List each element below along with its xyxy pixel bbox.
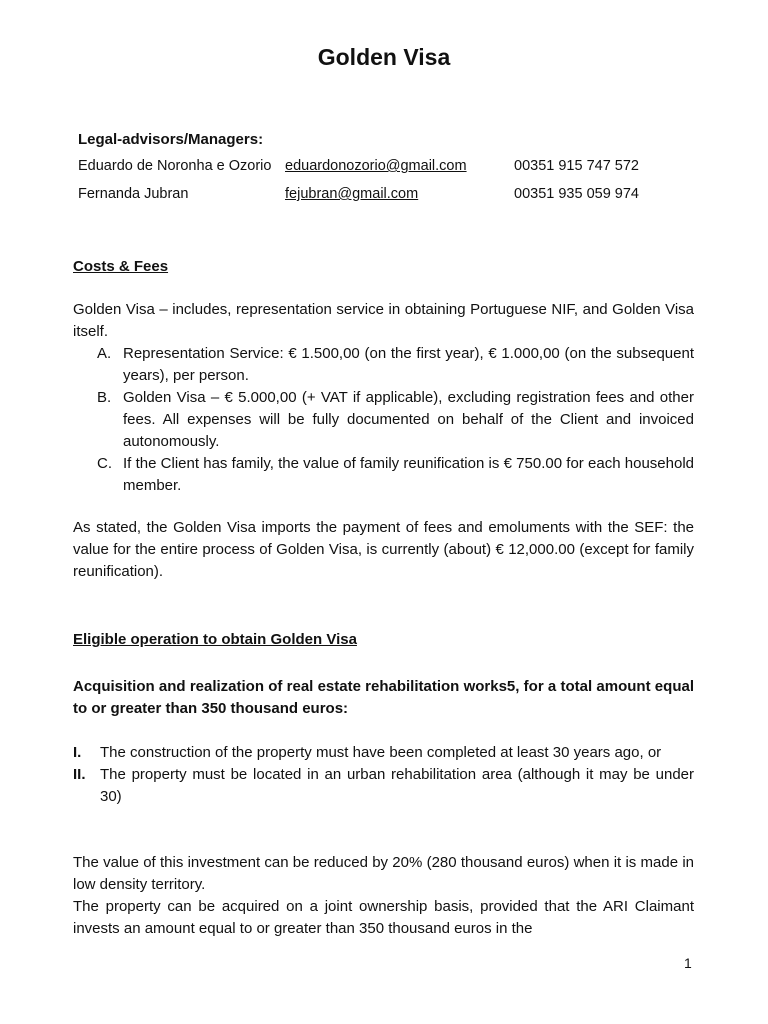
eligible-lead-block: [73, 676, 694, 720]
contacts-heading: Legal-advisors/Managers:: [78, 131, 264, 148]
eligible-paragraphs: [73, 852, 694, 940]
list-item-text: The construction of the property must have been completed at least 30 years ago, or: [100, 744, 662, 761]
contact-name: Eduardo de Noronha e Ozorio: [78, 158, 272, 174]
page-number: 1: [684, 955, 692, 971]
costs-note: As stated, the Golden Visa imports the payment of fees and emoluments with the SEF: the value for the entire process of Golden Visa, is currently (about) € 12,000.00 (except for family reunification).: [73, 519, 694, 580]
list-item: [73, 453, 694, 497]
eligible-para-2: The property can be acquired on a joint ownership basis, provided that the ARI Claimant invests an amount equal to or greater than 350 thousand euros in the: [73, 898, 694, 937]
contact-phone: 00351 915 747 572: [514, 158, 639, 174]
contacts-section: [78, 128, 698, 208]
list-marker: B.: [97, 389, 112, 406]
list-item-text: The property must be located in an urban rehabilitation area (although it may be under 30): [100, 766, 694, 805]
costs-heading: Costs & Fees: [73, 258, 169, 275]
page-title: Golden Visa: [317, 44, 451, 70]
eligible-list: [73, 742, 694, 808]
costs-intro: Golden Visa – includes, representation service in obtaining Portuguese NIF, and Golden Visa itself.: [73, 301, 694, 340]
list-marker: II.: [73, 766, 86, 783]
costs-note-block: [73, 517, 694, 583]
list-item-text: Golden Visa – € 5.000,00 (+ VAT if applicable), excluding registration fees and other fees. All expenses will be fully documented on behalf of the Client and invoiced autonomously.: [123, 389, 694, 450]
list-item-text: If the Client has family, the value of family reunification is € 750.00 for each household member.: [123, 455, 694, 494]
contact-row: [78, 180, 698, 208]
contact-row: [78, 152, 698, 180]
list-item: [73, 343, 694, 387]
list-item: [73, 742, 694, 764]
list-item: [73, 764, 694, 808]
list-marker: A.: [97, 345, 112, 362]
costs-list: [73, 343, 694, 497]
eligible-list-block: [73, 742, 694, 808]
contact-email-link[interactable]: eduardonozorio@gmail.com: [285, 158, 467, 174]
list-marker: C.: [97, 455, 112, 472]
contact-phone: 00351 935 059 974: [514, 186, 639, 202]
eligible-lead: Acquisition and realization of real estate rehabilitation works5, for a total amount equal to or greater than 350 thousand euros:: [73, 678, 694, 717]
contact-name: Fernanda Jubran: [78, 186, 189, 202]
costs-section: [73, 299, 694, 497]
list-item: [73, 387, 694, 453]
eligible-para-1: The value of this investment can be reduced by 20% (280 thousand euros) when it is made in low density territory.: [73, 854, 694, 893]
eligible-heading: Eligible operation to obtain Golden Visa: [73, 631, 357, 648]
list-item-text: Representation Service: € 1.500,00 (on the first year), € 1.000,00 (on the subsequent years), per person.: [123, 345, 694, 384]
contact-email-link[interactable]: fejubran@gmail.com: [285, 186, 419, 202]
list-marker: I.: [73, 744, 82, 761]
